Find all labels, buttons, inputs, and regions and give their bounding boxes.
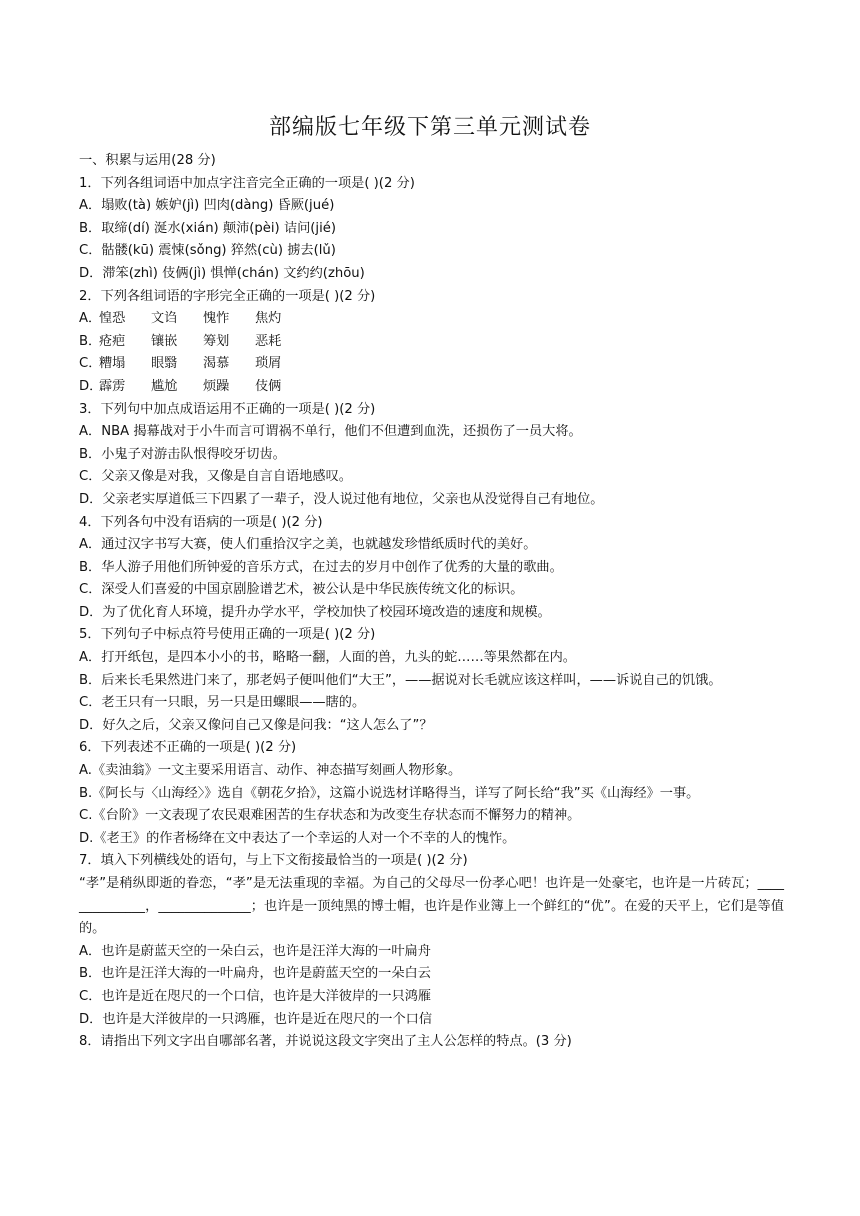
question-2-option-c: [79, 353, 784, 376]
question-7-stem: 7．填入下列横线处的语句，与上下文衔接最恰当的一项是( )(2 分): [79, 853, 468, 869]
option-word: 霹雳: [99, 378, 126, 394]
question-5-option-b: B．后来长毛果然进门来了，那老妈子便叫他们“大王”，——据说对长毛就应该这样叫，——诉说自己的饥饿。: [79, 672, 722, 688]
question-2-option-d: [79, 376, 784, 399]
option-label: C．: [79, 356, 102, 372]
option-word: 尴尬: [151, 378, 178, 394]
option-word: 恶耗: [255, 333, 282, 349]
question-6-option-b: B.《阿长与〈山海经〉》选自《朝花夕拾》，这篇小说选材详略得当，详写了阿长给“我”买《山海经》一事。: [79, 785, 700, 801]
question-5-stem: 5．下列句子中标点符号使用正确的一项是( )(2 分): [79, 627, 376, 643]
question-5-option-a: A．打开纸包，是四本小小的书，略略一翻，人面的兽，九头的蛇……等果然都在内。: [79, 650, 576, 666]
option-word: 愧怍: [203, 311, 230, 327]
option-word: 糟塌: [99, 356, 126, 372]
question-5-option-d: D．好久之后，父亲又像问自己又像是问我：“这人怎么了”？: [79, 717, 433, 733]
question-7-option-a: A．也许是蔚蓝天空的一朵白云，也许是汪洋大海的一叶扁舟: [79, 943, 431, 959]
question-1-option-d: D．滞笨(zhì) 伎俩(jì) 惧惮(chán) 文约约(zhōu): [79, 265, 365, 281]
question-8-stem: 8．请指出下列文字出自哪部名著，并说说这段文字突出了主人公怎样的特点。(3 分): [79, 1034, 572, 1050]
question-3-option-b: B．小鬼子对游击队恨得咬牙切齿。: [79, 446, 286, 462]
question-4-option-b: B．华人游子用他们所钟爱的音乐方式，在过去的岁月中创作了优秀的大量的歌曲。: [79, 559, 563, 575]
option-word: 筹划: [203, 333, 230, 349]
question-7-passage: “孝”是稍纵即逝的眷恋，“孝”是无法重现的幸福。为自己的父母尽一份孝心吧！也许是一处豪宅，也许是一片砖瓦；______________，______________；也许是一顶纯黑的博士帽，也许是作业簿上一个鲜红的“优”。在爱的天平上，它们是等值的。: [79, 876, 784, 937]
question-3-stem: 3．下列句中加点成语运用不正确的一项是( )(2 分): [79, 401, 376, 417]
question-7-option-d: D．也许是大洋彼岸的一只鸿雁，也许是近在咫尺的一个口信: [79, 1011, 433, 1027]
document-title: 部编版七年级下第三单元测试卷: [268, 115, 591, 140]
question-4-option-d: D．为了优化育人环境，提升办学水平，学校加快了校园环境改造的速度和规模。: [79, 604, 551, 620]
question-1-stem: 1．下列各组词语中加点字注音完全正确的一项是( )(2 分): [79, 175, 415, 191]
question-6-option-d: D.《老王》的作者杨绛在文中表达了一个幸运的人对一个不幸的人的愧怍。: [79, 830, 516, 846]
option-label: B．: [79, 333, 102, 349]
question-3-option-c: C．父亲又像是对我，又像是自言自语地感叹。: [79, 469, 352, 485]
option-word: 烦躁: [203, 378, 230, 394]
option-word: 惶恐: [99, 311, 126, 327]
question-4-stem: 4．下列各句中没有语病的一项是( )(2 分): [79, 514, 323, 530]
option-word: 疮疤: [99, 333, 126, 349]
question-3-option-d: D．父亲老实厚道低三下四累了一辈子，没人说过他有地位，父亲也从没觉得自己有地位。: [79, 491, 604, 507]
question-2-option-a: [79, 308, 784, 331]
option-word: 镶嵌: [151, 333, 178, 349]
question-7-option-c: C．也许是近在咫尺的一个口信，也许是大洋彼岸的一只鸿雁: [79, 988, 432, 1004]
question-2-option-b: [79, 331, 784, 354]
document-body: [79, 150, 784, 1054]
question-2-stem: 2．下列各组词语的字形完全正确的一项是( )(2 分): [79, 288, 376, 304]
question-1-option-b: B．取缔(dí) 涎水(xián) 颠沛(pèi) 诘问(jié): [79, 220, 337, 236]
option-word: 伎俩: [255, 378, 282, 394]
question-6-option-a: A.《卖油翁》一文主要采用语言、动作、神态描写刻画人物形象。: [79, 763, 462, 779]
option-word: 文诌: [151, 311, 178, 327]
question-6-option-c: C.《台阶》一文表现了农民艰难困苦的生存状态和为改变生存状态而不懈努力的精神。: [79, 808, 581, 824]
question-4-option-a: A．通过汉字书写大赛，使人们重拾汉字之美，也就越发珍惜纸质时代的美好。: [79, 537, 537, 553]
option-word: 焦灼: [255, 311, 282, 327]
question-3-option-a: A．NBA 揭幕战对于小牛而言可谓祸不单行，他们不但遭到血洗，还损伤了一员大将。: [79, 424, 582, 440]
question-4-option-c: C．深受人们喜爱的中国京剧脸谱艺术，被公认是中华民族传统文化的标识。: [79, 582, 524, 598]
option-label: D．: [79, 378, 103, 394]
option-word: 眼翳: [151, 356, 178, 372]
option-label: A．: [79, 311, 102, 327]
option-word: 渴慕: [203, 356, 230, 372]
question-6-stem: 6．下列表述不正确的一项是( )(2 分): [79, 740, 297, 756]
question-7-option-b: B．也许是汪洋大海的一叶扁舟，也许是蔚蓝天空的一朵白云: [79, 966, 431, 982]
question-5-option-c: C．老王只有一只眼，另一只是田螺眼——瞎的。: [79, 695, 366, 711]
option-word: 琐屑: [255, 356, 282, 372]
section-heading: 一、积累与运用(28 分): [79, 153, 216, 168]
question-1-option-c: C．骷髅(kū) 震悚(sǒng) 猝然(cù) 掳去(lǔ): [79, 243, 336, 259]
question-1-option-a: A．塌败(tà) 嫉妒(jì) 凹肉(dàng) 昏厥(jué): [79, 198, 335, 214]
